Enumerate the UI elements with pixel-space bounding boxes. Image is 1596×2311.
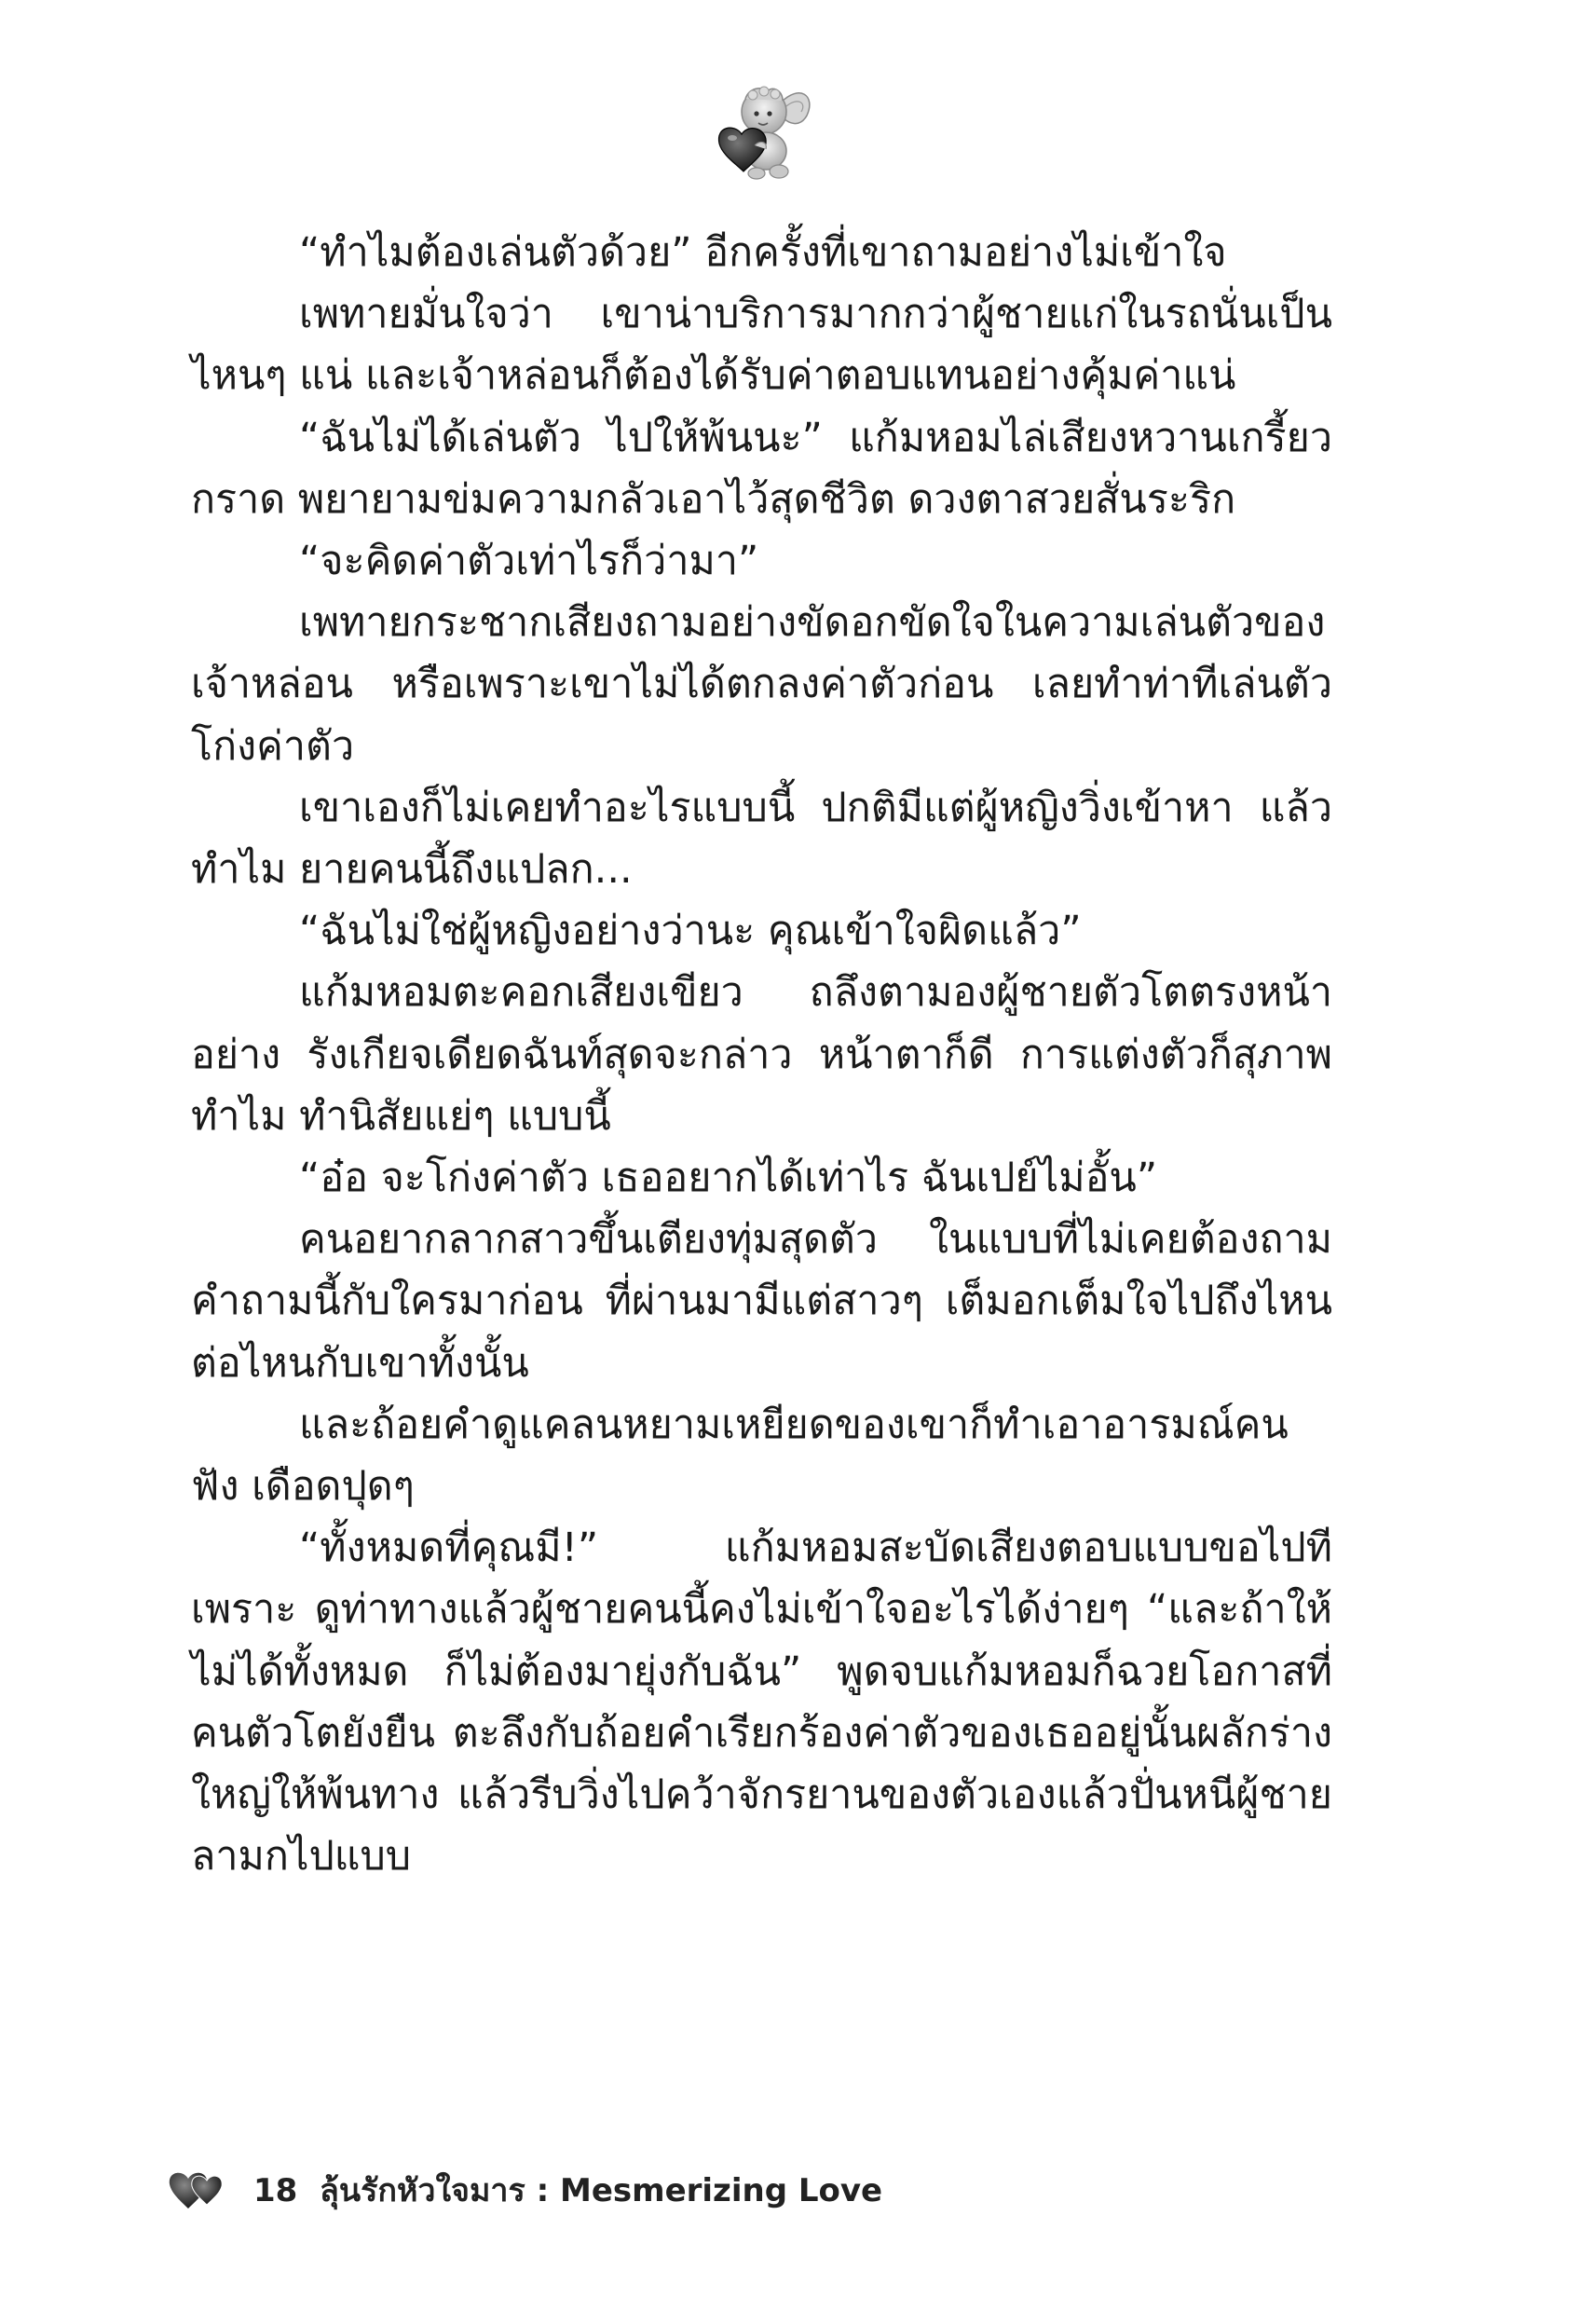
- paragraph: “ทั้งหมดที่คุณมี!” แก้มหอมสะบัดเสียงตอบแบบขอไปที เพราะ ดูท่าทางแล้วผู้ชายคนนี้คงไม่เข้าใจอะไรได้ง่ายๆ “และถ้าให้ไม่ได้ทั้งหมด ก็ไม่ต้องมายุ่งกับฉัน” พูดจบแก้มหอมก็ฉวยโอกาสที่คนตัวโตยังยืน ตะลึงกับถ้อยคำเรียกร้องค่าตัวของเธออยู่นั้นผลักร่างใหญ่ให้พ้นทาง แล้วรีบวิ่งไปคว้าจักรยานของตัวเองแล้วปั่นหนีผู้ชายลามกไปแบบ: [191, 1525, 1332, 1880]
- paragraph: เพทายมั่นใจว่า เขาน่าบริการมากกว่าผู้ชายแก่ในรถนั่นเป็นไหนๆ แน่ และเจ้าหล่อนก็ต้องได้รับค่าตอบแทนอย่างคุ้มค่าแน่: [191, 291, 1332, 400]
- paragraph: “ฉันไม่ได้เล่นตัว ไปให้พ้นนะ” แก้มหอมไล่เสียงหวานเกรี้ยวกราด พยายามข่มความกลัวเอาไว้สุดชีวิต ดวงตาสวยสั่นระริก: [191, 414, 1332, 523]
- paragraph: เพทายกระชากเสียงถามอย่างขัดอกขัดใจในความเล่นตัวของ เจ้าหล่อน หรือเพราะเขาไม่ได้ตกลงค่าตัวก่อน เลยทำท่าทีเล่นตัว โก่งค่าตัว: [191, 599, 1332, 770]
- cupid-holding-heart-icon: [706, 75, 818, 186]
- paragraph: “อ๋อ จะโก่งค่าตัว เธออยากได้เท่าไร ฉันเปย์ไม่อั้น”: [299, 1155, 1158, 1202]
- footer-text: [253, 2165, 882, 2215]
- page-footer: [168, 2162, 882, 2218]
- paragraph: “ทำไมต้องเล่นตัวด้วย” อีกครั้งที่เขาถามอย่างไม่เข้าใจ: [299, 229, 1227, 276]
- page-number: 18: [253, 2172, 298, 2209]
- paragraph: “ฉันไม่ใช่ผู้หญิงอย่างว่านะ คุณเข้าใจผิดแล้ว”: [299, 908, 1082, 955]
- paragraph: และถ้อยคำดูแคลนหยามเหยียดของเขาก็ทำเอาอารมณ์คนฟัง เดือดปุดๆ: [191, 1401, 1289, 1511]
- two-hearts-icon: [168, 2169, 225, 2210]
- book-title: ลุ้นรักหัวใจมาร : Mesmerizing Love: [320, 2172, 883, 2209]
- paragraph: คนอยากลากสาวขึ้นเตียงทุ่มสุดตัว ในแบบที่ไม่เคยต้องถาม คำถามนี้กับใครมาก่อน ที่ผ่านมามีแต่สาวๆ เต็มอกเต็มใจไปถึงไหน ต่อไหนกับเขาทั้งนั้น: [191, 1216, 1332, 1387]
- paragraph: “จะคิดค่าตัวเท่าไรก็ว่ามา”: [299, 538, 759, 585]
- story-text: [191, 222, 1332, 1887]
- paragraph: เขาเองก็ไม่เคยทำอะไรแบบนี้ ปกติมีแต่ผู้หญิงวิ่งเข้าหา แล้วทำไม ยายคนนี้ถึงแปลก...: [191, 784, 1332, 894]
- paragraph: แก้มหอมตะคอกเสียงเขียว ถลึงตามองผู้ชายตัวโตตรงหน้าอย่าง รังเกียจเดียดฉันท์สุดจะกล่าว หน้าตาก็ดี การแต่งตัวก็สุภาพ ทำไม ทำนิสัยแย่ๆ แบบนี้: [191, 969, 1332, 1140]
